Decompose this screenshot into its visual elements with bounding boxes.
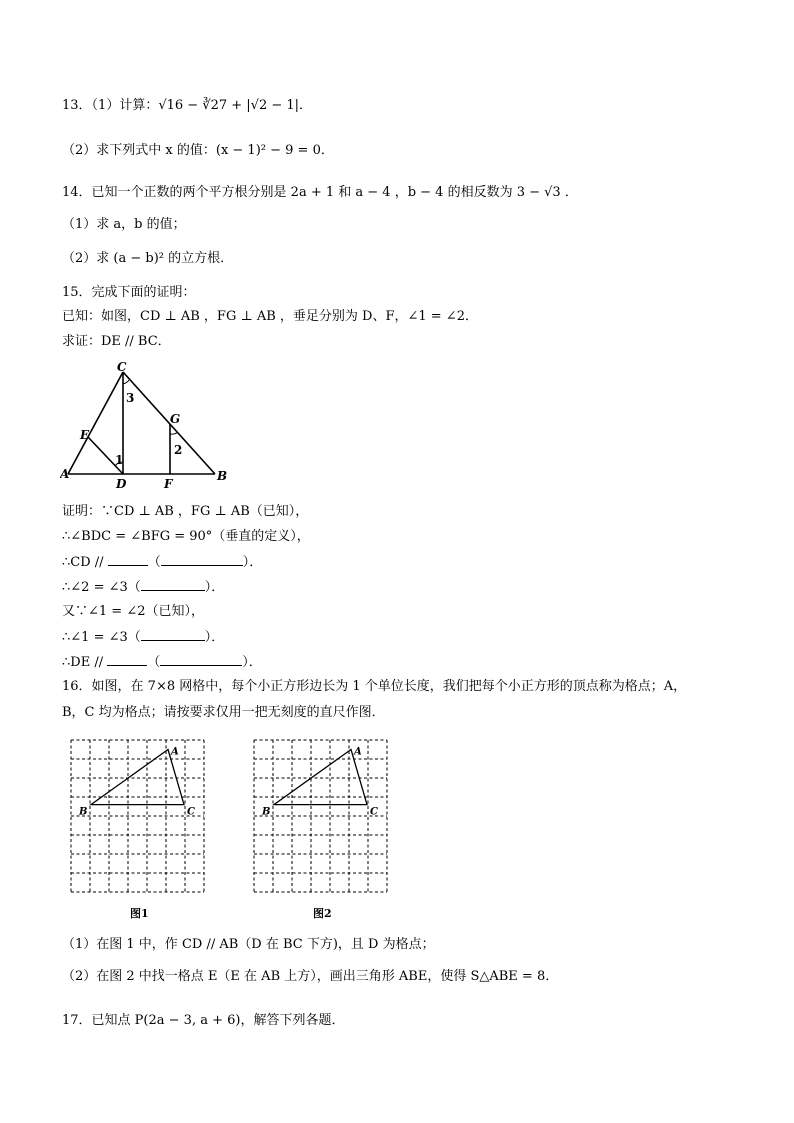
label-G: G xyxy=(170,412,181,426)
grid-lines xyxy=(254,740,387,892)
proof-line-7-text: ∴DE // xyxy=(62,655,104,670)
angle-2-arc xyxy=(170,432,178,434)
q14-stem: 14．已知一个正数的两个平方根分别是 2a + 1 和 a − 4 ，b − 4 的相反数为 3 − √3 ． xyxy=(62,185,578,200)
grid-figure-2 xyxy=(251,737,396,897)
q15-triangle-figure xyxy=(60,362,240,492)
proof-line-7: ∴DE // （ ）． xyxy=(62,655,262,670)
q16-stem-line2: B，C 均为格点；请按要求仅用一把无刻度的直尺作图． xyxy=(62,705,385,720)
segment-CB xyxy=(123,372,215,474)
label-point-A: A xyxy=(171,746,179,758)
q16-part2: （2）在图 2 中找一格点 E（E 在 AB 上方），画出三角形 ABE，使得 S△ABE = 8． xyxy=(62,969,559,984)
proof-line-6: ∴∠1 = ∠3（ ）． xyxy=(62,630,225,645)
label-C: C xyxy=(117,362,127,374)
q15-given: 已知：如图，CD ⊥ AB ，FG ⊥ AB ，垂足分别为 D、F，∠1 = ∠2． xyxy=(62,309,478,324)
q15-title: 15．完成下面的证明： xyxy=(62,285,196,300)
blank-5[interactable] xyxy=(107,653,147,666)
label-point-B: B xyxy=(79,806,88,818)
q16-part1: （1）在图 1 中，作 CD // AB（D 在 BC 下方)，且 D 为格点； xyxy=(62,937,435,952)
q15-prove: 求证：DE // BC． xyxy=(62,334,171,349)
proof-line-1: 证明：∵CD ⊥ AB ，FG ⊥ AB（已知）， xyxy=(62,504,309,519)
label-F: F xyxy=(164,477,173,491)
label-E: E xyxy=(80,428,90,442)
q13-part1-formula: √16 − ∛27 + |√2 − 1|． xyxy=(158,98,313,113)
label-2: 2 xyxy=(174,443,183,457)
label-B: B xyxy=(217,469,228,483)
q16-stem-line1: 16．如图，在 7×8 网格中，每个小正方形边长为 1 个单位长度，我们把每个小正方形的顶点称为格点；A， xyxy=(62,679,687,694)
q14-part1: （1）求 a，b 的值； xyxy=(62,217,186,232)
q13-part1 xyxy=(62,97,312,115)
proof-line-5: 又∵∠1 = ∠2（已知）， xyxy=(62,604,204,619)
label-A: A xyxy=(60,467,70,481)
proof-line-4: ∴∠2 = ∠3（ ）． xyxy=(62,580,225,595)
triangle-ABC xyxy=(91,750,184,805)
blank-1[interactable] xyxy=(108,553,148,566)
proof-line-3: ∴CD // （ ）． xyxy=(62,555,263,570)
blank-4[interactable] xyxy=(141,628,205,641)
proof-line-3-text: ∴CD // xyxy=(62,555,104,570)
fig2-caption: 图2 xyxy=(313,907,332,920)
angle-3-arc xyxy=(123,380,129,384)
label-point-C: C xyxy=(187,806,195,818)
q17-stem: 17．已知点 P(2a − 3, a + 6)，解答下列各题． xyxy=(62,1013,345,1028)
label-3: 3 xyxy=(126,391,135,405)
grid-lines xyxy=(71,740,204,892)
fig1-caption: 图1 xyxy=(130,907,149,920)
blank-3[interactable] xyxy=(141,578,205,591)
blank-2[interactable] xyxy=(161,553,243,566)
label-point-A: A xyxy=(354,746,362,758)
proof-line-2: ∴∠BDC = ∠BFG = 90°（垂直的定义）， xyxy=(62,529,310,544)
label-point-B: B xyxy=(262,806,271,818)
q13-part2 xyxy=(62,142,334,160)
triangle-ABC xyxy=(274,750,367,805)
grid-figure-1 xyxy=(68,737,213,897)
q14-part2: （2）求 (a − b)² 的立方根． xyxy=(62,251,234,266)
label-D: D xyxy=(116,477,127,491)
q13-part1-prefix: 13．（1）计算： xyxy=(62,98,159,113)
proof-line-6-text: ∴∠1 = ∠3（ xyxy=(62,630,141,645)
q13-part2-prefix: （2）求下列式中 x 的值： xyxy=(62,143,216,158)
q13-part2-formula: (x − 1)² − 9 = 0． xyxy=(215,143,334,158)
label-point-C: C xyxy=(370,806,378,818)
proof-line-4-text: ∴∠2 = ∠3（ xyxy=(62,580,141,595)
blank-6[interactable] xyxy=(160,653,242,666)
label-1: 1 xyxy=(115,453,124,467)
